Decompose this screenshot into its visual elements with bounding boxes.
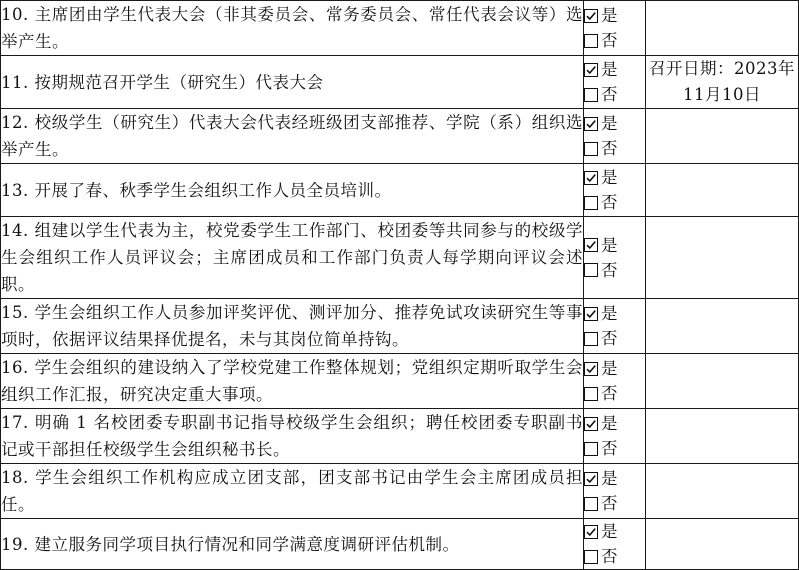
yes-no-cell [584, 217, 646, 299]
yes-option[interactable] [584, 165, 645, 190]
yes-label: 是 [601, 114, 618, 133]
empty-checkbox-icon[interactable] [584, 332, 598, 346]
yes-label: 是 [601, 60, 618, 79]
no-label: 否 [601, 85, 618, 104]
note-cell [646, 354, 799, 409]
item-text: 19. 建立服务同学项目执行情况和同学满意度调研评估机制。 [1, 519, 584, 570]
empty-checkbox-icon[interactable] [584, 497, 598, 511]
yes-no-cell [584, 409, 646, 464]
empty-checkbox-icon[interactable] [584, 387, 598, 401]
yes-option[interactable] [584, 3, 645, 28]
checklist-row [1, 354, 799, 409]
yes-label: 是 [601, 6, 618, 25]
item-text: 16. 学生会组织的建设纳入了学校党建工作整体规划；党组织定期听取学生会组织工作汇报，研究决定重大事项。 [1, 354, 584, 409]
checked-box-icon[interactable] [584, 417, 598, 431]
yes-no-cell [584, 354, 646, 409]
item-text: 17. 明确 1 名校团委专职副书记指导校级学生会组织；聘任校团委专职副书记或干部担任校级学生会组织秘书长。 [1, 409, 584, 464]
checklist-row [1, 409, 799, 464]
yes-option[interactable] [584, 411, 645, 436]
no-option[interactable] [584, 136, 645, 161]
yes-no-cell [584, 56, 646, 109]
checked-box-icon[interactable] [584, 63, 598, 77]
no-label: 否 [601, 260, 618, 280]
item-text: 14. 组建以学生代表为主，校党委学生工作部门、校团委等共同参与的校级学生会组织工作人员评议会；主席团成员和工作部门负责人每学期向评议会述职。 [1, 217, 584, 299]
yes-label: 是 [601, 522, 618, 541]
yes-option[interactable] [584, 57, 645, 82]
yes-no-cell [584, 464, 646, 519]
no-option[interactable] [584, 436, 645, 461]
checked-box-icon[interactable] [584, 9, 598, 23]
item-text: 18. 学生会组织工作机构应成立团支部，团支部书记由学生会主席团成员担任。 [1, 464, 584, 519]
yes-label: 是 [601, 168, 618, 187]
yes-no-cell [584, 164, 646, 217]
checklist-row [1, 217, 799, 299]
yes-option[interactable] [584, 519, 645, 544]
yes-option[interactable] [584, 233, 645, 258]
yes-label: 是 [601, 359, 618, 378]
yes-option[interactable] [584, 466, 645, 491]
yes-label: 是 [601, 414, 618, 433]
empty-checkbox-icon[interactable] [584, 196, 598, 210]
checked-box-icon[interactable] [584, 362, 598, 376]
item-text: 13. 开展了春、秋季学生会组织工作人员全员培训。 [1, 164, 584, 217]
item-text: 10. 主席团由学生代表大会（非其委员会、常务委员会、常任代表会议等）选举产生。 [1, 1, 584, 56]
empty-checkbox-icon[interactable] [584, 550, 598, 564]
note-cell [646, 464, 799, 519]
yes-no-cell [584, 299, 646, 354]
checklist-row [1, 56, 799, 109]
checked-box-icon[interactable] [584, 117, 598, 131]
checklist-row [1, 519, 799, 570]
empty-checkbox-icon[interactable] [584, 142, 598, 156]
note-cell [646, 1, 799, 56]
no-label: 否 [601, 31, 618, 50]
checked-box-icon[interactable] [584, 525, 598, 539]
empty-checkbox-icon[interactable] [584, 88, 598, 102]
note-cell [646, 409, 799, 464]
no-option[interactable] [584, 28, 645, 53]
checklist-body [1, 1, 799, 570]
checklist-row [1, 164, 799, 217]
no-option[interactable] [584, 544, 645, 569]
note-cell [646, 164, 799, 217]
yes-option[interactable] [584, 356, 645, 381]
no-label: 否 [601, 439, 618, 458]
checklist-row [1, 1, 799, 56]
note-cell: 召开日期：2023年11月10日 [646, 56, 799, 109]
yes-option[interactable] [584, 111, 645, 136]
no-label: 否 [601, 139, 618, 158]
item-text: 15. 学生会组织工作人员参加评奖评优、测评加分、推荐免试攻读研究生等事项时，依据评议结果择优提名，未与其岗位简单持钩。 [1, 299, 584, 354]
no-option[interactable] [584, 82, 645, 107]
checklist-row [1, 299, 799, 354]
no-option[interactable] [584, 258, 645, 283]
empty-checkbox-icon[interactable] [584, 263, 598, 277]
yes-label: 是 [601, 235, 618, 255]
no-option[interactable] [584, 491, 645, 516]
item-text: 12. 校级学生（研究生）代表大会代表经班级团支部推荐、学院（系）组织选举产生。 [1, 109, 584, 164]
no-label: 否 [601, 329, 618, 348]
yes-label: 是 [601, 304, 618, 323]
checked-box-icon[interactable] [584, 472, 598, 486]
yes-label: 是 [601, 469, 618, 488]
no-option[interactable] [584, 190, 645, 215]
no-label: 否 [601, 384, 618, 403]
checked-box-icon[interactable] [584, 307, 598, 321]
yes-no-cell [584, 1, 646, 56]
no-label: 否 [601, 193, 618, 212]
checklist-row [1, 109, 799, 164]
no-label: 否 [601, 547, 618, 566]
note-cell [646, 109, 799, 164]
note-cell [646, 299, 799, 354]
checked-box-icon[interactable] [584, 171, 598, 185]
note-cell [646, 519, 799, 570]
no-label: 否 [601, 494, 618, 513]
note-cell [646, 217, 799, 299]
item-text: 11. 按期规范召开学生（研究生）代表大会 [1, 56, 584, 109]
checklist-row [1, 464, 799, 519]
no-option[interactable] [584, 381, 645, 406]
empty-checkbox-icon[interactable] [584, 442, 598, 456]
yes-option[interactable] [584, 301, 645, 326]
checked-box-icon[interactable] [584, 238, 598, 252]
yes-no-cell [584, 109, 646, 164]
yes-no-cell [584, 519, 646, 570]
empty-checkbox-icon[interactable] [584, 34, 598, 48]
no-option[interactable] [584, 326, 645, 351]
